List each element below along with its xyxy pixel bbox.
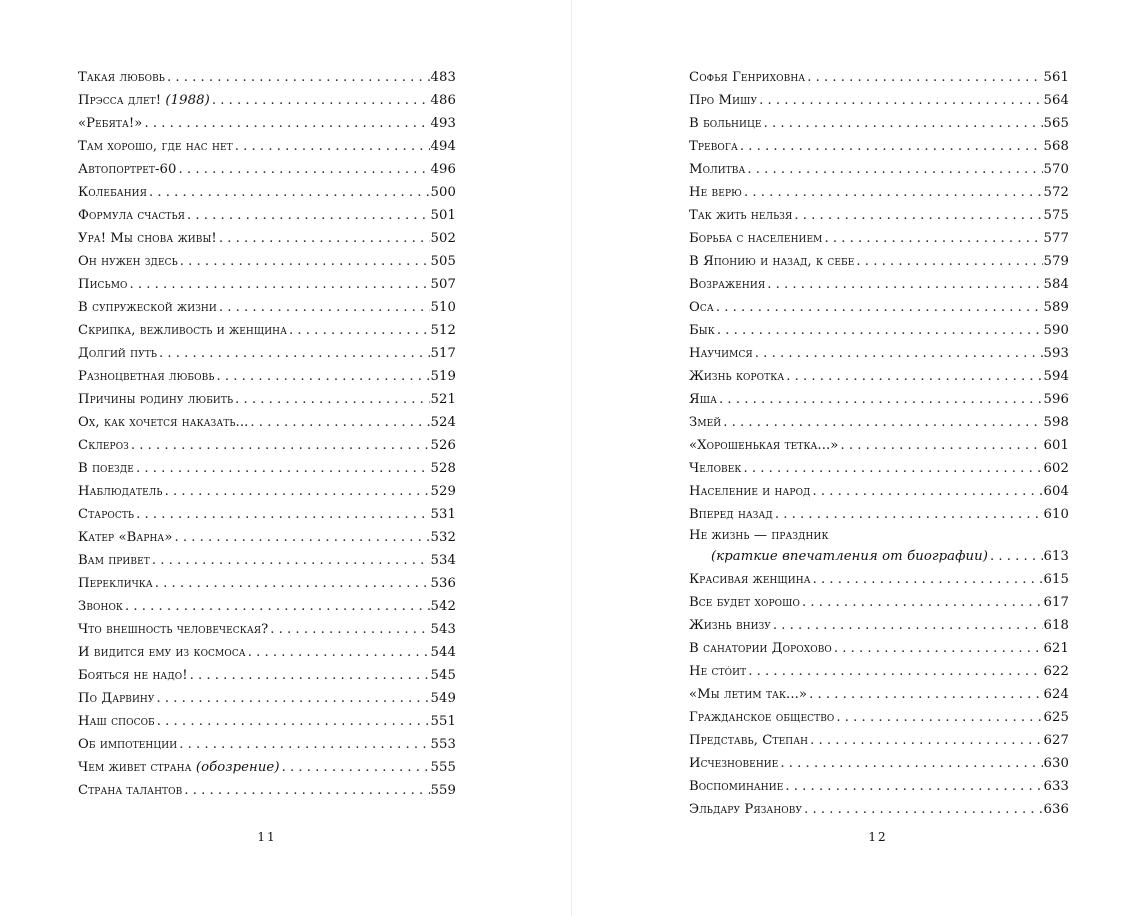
toc-entry-page: 549: [430, 687, 456, 710]
toc-entry-title: Такая любовь: [78, 70, 165, 85]
toc-entry: [78, 89, 456, 112]
leader-dots: [824, 227, 1042, 250]
toc-entry-page: 598: [1043, 411, 1069, 434]
toc-entry-title: Воспоминание: [689, 779, 784, 794]
toc-entry: [78, 135, 456, 158]
toc-entry-page: 521: [430, 388, 456, 411]
toc-entry-page: 500: [430, 181, 456, 204]
leader-dots: [807, 66, 1042, 89]
leader-dots: [270, 618, 429, 641]
toc-entry-page: 534: [430, 549, 456, 572]
leader-dots: [786, 365, 1042, 388]
toc-entry: [78, 158, 456, 181]
toc-entry-title: Автопортрет-60: [78, 162, 177, 177]
toc-entry-title: Формула счастья: [78, 208, 185, 223]
leader-dots: [149, 181, 430, 204]
toc-entry: [689, 526, 1069, 568]
toc-entry-page: 579: [1043, 250, 1069, 273]
toc-entry-title: Он нужен здесь: [78, 254, 178, 269]
toc-entry: [78, 641, 456, 664]
toc-entry-page: 510: [430, 296, 456, 319]
toc-entry-title: В санатории Дорохово: [689, 641, 832, 656]
toc-entry-subtitle: (1988): [165, 93, 210, 108]
leader-dots: [250, 411, 429, 434]
toc-entry: [78, 411, 456, 434]
toc-entry-page: 625: [1043, 706, 1069, 729]
toc-entry-page: 555: [430, 756, 456, 779]
toc-entry-title: Бояться не надо!: [78, 668, 188, 683]
toc-entry-title: Что внешность человеческая?: [78, 622, 269, 637]
toc-entry: [78, 434, 456, 457]
toc-entry-title: Гражданское общество: [689, 710, 835, 725]
toc-entry: [78, 66, 456, 89]
leader-dots: [773, 614, 1043, 637]
table-of-contents-left: [78, 66, 456, 802]
toc-entry-page: 602: [1043, 457, 1069, 480]
leader-dots: [759, 89, 1042, 112]
toc-entry: [78, 687, 456, 710]
leader-dots: [175, 526, 430, 549]
toc-entry-title: Не жизнь — праздник: [689, 528, 829, 543]
toc-entry-title: Тревога: [689, 139, 738, 154]
toc-entry-title: Склероз: [78, 438, 129, 453]
leader-dots: [785, 775, 1042, 798]
leader-dots: [155, 572, 430, 595]
toc-entry: [689, 89, 1069, 112]
toc-entry-page: 604: [1043, 480, 1069, 503]
toc-entry: [78, 227, 456, 250]
page-number-folio: 11: [257, 830, 277, 844]
toc-entry: [689, 227, 1069, 250]
toc-entry: [78, 273, 456, 296]
toc-entry: [689, 158, 1069, 181]
toc-entry-title: В супружеской жизни: [78, 300, 217, 315]
toc-entry: [78, 618, 456, 641]
toc-entry-title: Звонок: [78, 599, 124, 614]
toc-entry-title: Страна талантов: [78, 783, 183, 798]
toc-entry-title: «Хорошенькая тетка...»: [689, 438, 839, 453]
leader-dots: [744, 181, 1043, 204]
toc-entry-page: 517: [430, 342, 456, 365]
toc-entry-page: 536: [430, 572, 456, 595]
toc-entry-title: Красивая женщина: [689, 572, 811, 587]
leader-dots: [780, 752, 1042, 775]
toc-entry-title: Население и народ: [689, 484, 811, 499]
toc-entry-page: 542: [430, 595, 456, 618]
leader-dots: [184, 779, 429, 802]
toc-entry-page: 493: [430, 112, 456, 135]
toc-entry-title: Письмо: [78, 277, 128, 292]
toc-entry-page: 594: [1043, 365, 1069, 388]
toc-entry: [689, 637, 1069, 660]
toc-entry: [78, 572, 456, 595]
toc-entry-page: 618: [1043, 614, 1069, 637]
toc-entry-page: 622: [1043, 660, 1069, 683]
toc-entry-title: Софья Генриховна: [689, 70, 806, 85]
toc-entry-page: 589: [1043, 296, 1069, 319]
leader-dots: [764, 112, 1043, 135]
toc-entry-page: 483: [430, 66, 456, 89]
toc-entry-title: Не стóит: [689, 664, 747, 679]
toc-entry-title: Человек: [689, 461, 742, 476]
leader-dots: [282, 756, 430, 779]
toc-entry-page: 601: [1043, 434, 1069, 457]
leader-dots: [990, 545, 1043, 568]
toc-entry-page: 507: [430, 273, 456, 296]
leader-dots: [836, 706, 1042, 729]
toc-entry: [689, 204, 1069, 227]
toc-entry-page: 575: [1043, 204, 1069, 227]
toc-entry-title: Яша: [689, 392, 718, 407]
leader-dots: [810, 729, 1042, 752]
leader-dots: [802, 591, 1043, 614]
toc-entry-page: 561: [1043, 66, 1069, 89]
toc-entry-title: Бык: [689, 323, 715, 338]
toc-entry-page: 630: [1043, 752, 1069, 775]
toc-entry-title: По Дарвину: [78, 691, 155, 706]
leader-dots: [809, 683, 1042, 706]
toc-entry-page: 617: [1043, 591, 1069, 614]
right-page: [572, 0, 1141, 916]
leader-dots: [212, 89, 430, 112]
toc-entry-page: 553: [430, 733, 456, 756]
leader-dots: [813, 568, 1043, 591]
toc-entry-title: Чем живет страна: [78, 760, 192, 775]
toc-entry: [689, 683, 1069, 706]
toc-entry-page: 596: [1043, 388, 1069, 411]
toc-entry-page: 610: [1043, 503, 1069, 526]
toc-entry: [689, 729, 1069, 752]
toc-entry: [689, 434, 1069, 457]
toc-entry-title: Колебания: [78, 185, 147, 200]
toc-entry-page: 577: [1043, 227, 1069, 250]
leader-dots: [167, 66, 430, 89]
table-of-contents-right: [689, 66, 1069, 821]
toc-entry: [78, 365, 456, 388]
toc-entry: [689, 66, 1069, 89]
toc-entry-title: Возражения: [689, 277, 766, 292]
toc-entry-page: 531: [430, 503, 456, 526]
toc-entry-page: 545: [430, 664, 456, 687]
leader-dots: [190, 664, 430, 687]
toc-entry-page: 568: [1043, 135, 1069, 158]
toc-entry-page: 496: [430, 158, 456, 181]
leader-dots: [165, 480, 430, 503]
toc-entry-title: Змей: [689, 415, 722, 430]
leader-dots: [804, 798, 1042, 821]
toc-entry-page: 544: [430, 641, 456, 664]
toc-entry-page: 593: [1043, 342, 1069, 365]
leader-dots: [130, 273, 430, 296]
toc-entry-title: Ура! Мы снова живы!: [78, 231, 217, 246]
leader-dots: [740, 135, 1043, 158]
toc-entry: [689, 614, 1069, 637]
toc-entry-page: 528: [430, 457, 456, 480]
toc-entry-title: Перекличка: [78, 576, 153, 591]
leader-dots: [125, 595, 430, 618]
toc-entry: [78, 457, 456, 480]
toc-entry-title: Вперед назад: [689, 507, 773, 522]
toc-entry-title: Про Мишу: [689, 93, 758, 108]
leader-dots: [719, 388, 1042, 411]
toc-entry-page: 519: [430, 365, 456, 388]
toc-entry-title: Жизнь внизу: [689, 618, 771, 633]
leader-dots: [217, 365, 430, 388]
toc-entry-page: 636: [1043, 798, 1069, 821]
toc-entry-title: Представь, Степан: [689, 733, 809, 748]
toc-entry-title: Наблюдатель: [78, 484, 163, 499]
toc-entry: [689, 752, 1069, 775]
toc-entry: [689, 112, 1069, 135]
leader-dots: [248, 641, 430, 664]
leader-dots: [747, 158, 1042, 181]
leader-dots: [767, 273, 1042, 296]
toc-entry-title: Старость: [78, 507, 135, 522]
leader-dots: [834, 637, 1043, 660]
leader-dots: [157, 710, 430, 733]
leader-dots: [812, 480, 1042, 503]
toc-entry-page: 615: [1043, 568, 1069, 591]
toc-entry: [689, 660, 1069, 683]
toc-entry-page: 524: [430, 411, 456, 434]
toc-entry-page: 526: [430, 434, 456, 457]
leader-dots: [187, 204, 430, 227]
toc-entry-title: Разноцветная любовь: [78, 369, 215, 384]
leader-dots: [840, 434, 1042, 457]
toc-entry-page: 505: [430, 250, 456, 273]
toc-entry-title: Не верю: [689, 185, 742, 200]
toc-entry: [78, 779, 456, 802]
toc-entry-page: 621: [1043, 637, 1069, 660]
toc-entry-title: Наш способ: [78, 714, 155, 729]
leader-dots: [744, 457, 1043, 480]
toc-entry: [78, 181, 456, 204]
toc-entry: [78, 250, 456, 273]
toc-entry-title: Вам привет: [78, 553, 150, 568]
toc-entry: [78, 503, 456, 526]
toc-entry-title: Скрипка, вежливость и женщина: [78, 323, 288, 338]
leader-dots: [219, 296, 430, 319]
toc-entry-title: Исчезновение: [689, 756, 779, 771]
toc-entry-title: Причины родину любить: [78, 392, 234, 407]
toc-entry: [78, 733, 456, 756]
toc-entry-subtitle: (краткие впечатления от биографии): [711, 549, 988, 564]
leader-dots: [717, 319, 1043, 342]
toc-entry-title: Оса: [689, 300, 714, 315]
toc-entry-title: Ох, как хочется наказать...: [78, 415, 249, 430]
toc-entry-page: 570: [1043, 158, 1069, 181]
toc-entry-title: В Японию и назад, к себе: [689, 254, 855, 269]
toc-entry: [78, 595, 456, 618]
toc-entry-title: И видится ему из космоса: [78, 645, 246, 660]
toc-entry: [689, 411, 1069, 434]
toc-entry-page: 494: [430, 135, 456, 158]
toc-entry-page: 627: [1043, 729, 1069, 752]
leader-dots: [179, 158, 430, 181]
leader-dots: [131, 434, 430, 457]
leader-dots: [144, 112, 429, 135]
leader-dots: [716, 296, 1043, 319]
toc-entry: [78, 710, 456, 733]
toc-entry-page: 559: [430, 779, 456, 802]
toc-entry: [78, 549, 456, 572]
leader-dots: [235, 388, 429, 411]
toc-entry: [689, 250, 1069, 273]
leader-dots: [748, 660, 1042, 683]
toc-entry: [689, 798, 1069, 821]
toc-entry: [78, 664, 456, 687]
toc-entry-title: Борьба с населением: [689, 231, 823, 246]
toc-entry: [78, 204, 456, 227]
toc-entry-page: 532: [430, 526, 456, 549]
toc-entry: [689, 342, 1069, 365]
toc-entry-title: Все будет хорошо: [689, 595, 801, 610]
toc-entry-page: 501: [430, 204, 456, 227]
toc-entry-title: Эльдару Рязанову: [689, 802, 803, 817]
leader-dots: [180, 250, 430, 273]
toc-entry: [689, 296, 1069, 319]
toc-entry: [689, 273, 1069, 296]
toc-entry-title: В поезде: [78, 461, 134, 476]
leader-dots: [794, 204, 1042, 227]
toc-entry-page: 551: [430, 710, 456, 733]
toc-entry-title: Катер «Варна»: [78, 530, 173, 545]
leader-dots: [179, 733, 429, 756]
toc-entry: [78, 526, 456, 549]
toc-entry-page: 633: [1043, 775, 1069, 798]
toc-entry-title: Жизнь коротка: [689, 369, 785, 384]
leader-dots: [152, 549, 430, 572]
toc-entry: [78, 319, 456, 342]
toc-entry-subtitle: (обозрение): [195, 760, 280, 775]
leader-dots: [289, 319, 429, 342]
toc-entry-page: 486: [430, 89, 456, 112]
toc-entry-page: 590: [1043, 319, 1069, 342]
toc-entry-page: 565: [1043, 112, 1069, 135]
toc-entry-title: Об импотенции: [78, 737, 178, 752]
toc-entry-page: 512: [430, 319, 456, 342]
leader-dots: [235, 135, 430, 158]
toc-entry: [78, 756, 456, 779]
toc-entry: [689, 568, 1069, 591]
toc-entry: [78, 342, 456, 365]
toc-entry: [689, 365, 1069, 388]
toc-entry: [689, 503, 1069, 526]
leader-dots: [136, 503, 429, 526]
toc-entry: [689, 388, 1069, 411]
toc-entry: [689, 135, 1069, 158]
toc-entry-page: 543: [430, 618, 456, 641]
toc-entry: [78, 296, 456, 319]
toc-entry: [78, 388, 456, 411]
toc-entry-page: 529: [430, 480, 456, 503]
toc-entry-page: 584: [1043, 273, 1069, 296]
leader-dots: [136, 457, 430, 480]
toc-entry-page: 572: [1043, 181, 1069, 204]
leader-dots: [219, 227, 430, 250]
leader-dots: [723, 411, 1042, 434]
leader-dots: [755, 342, 1043, 365]
toc-entry-title: Долгий путь: [78, 346, 157, 361]
leader-dots: [156, 687, 429, 710]
toc-entry-title: В больнице: [689, 116, 762, 131]
toc-entry: [689, 591, 1069, 614]
leader-dots: [856, 250, 1042, 273]
toc-entry-title: «Ребята!»: [78, 116, 143, 131]
toc-entry: [689, 319, 1069, 342]
toc-entry-page: 624: [1043, 683, 1069, 706]
page-number-folio: 12: [868, 830, 888, 844]
toc-entry: [78, 480, 456, 503]
toc-entry-title: Молитва: [689, 162, 746, 177]
toc-entry: [689, 706, 1069, 729]
toc-entry: [689, 775, 1069, 798]
toc-entry-page: 613: [1043, 545, 1069, 568]
toc-entry-title: Там хорошо, где нас нет: [78, 139, 233, 154]
toc-entry-title: Прэсса длет!: [78, 93, 162, 108]
toc-entry: [689, 181, 1069, 204]
toc-entry: [689, 457, 1069, 480]
leader-dots: [159, 342, 430, 365]
toc-entry-title: Научимся: [689, 346, 753, 361]
toc-entry-title: «Мы летим так...»: [689, 687, 808, 702]
toc-entry: [689, 480, 1069, 503]
leader-dots: [775, 503, 1043, 526]
toc-entry: [78, 112, 456, 135]
toc-entry-title: Так жить нельзя: [689, 208, 793, 223]
toc-entry-page: 502: [430, 227, 456, 250]
toc-entry-page: 564: [1043, 89, 1069, 112]
